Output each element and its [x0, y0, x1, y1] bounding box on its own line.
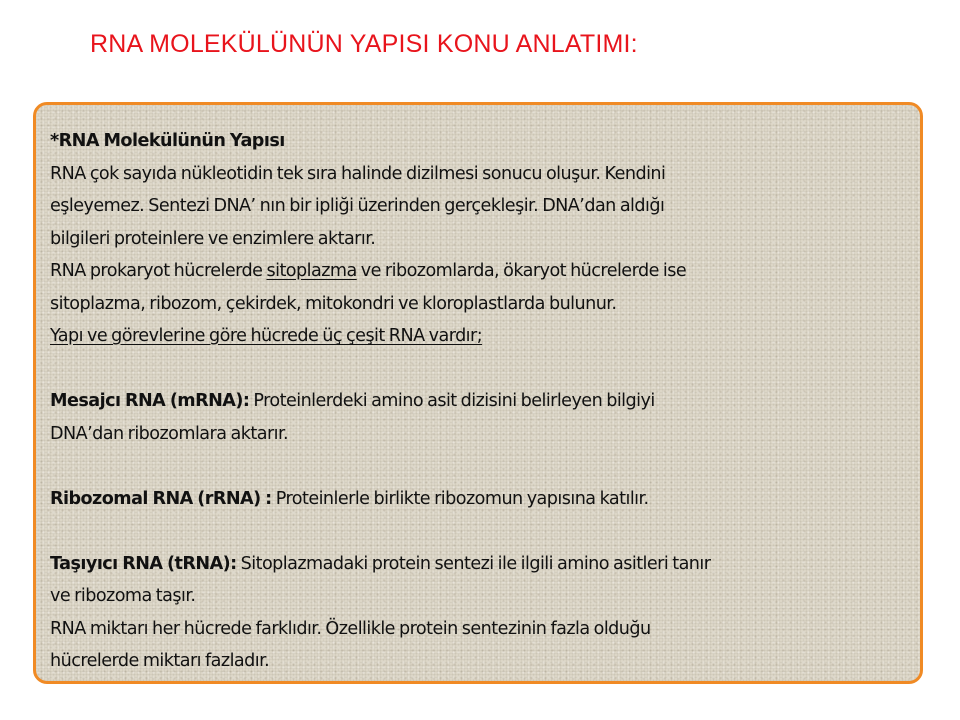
trna-label: Taşıyıcı RNA (tRNA): [50, 553, 237, 574]
mrna-label: Mesajcı RNA (mRNA): [50, 391, 250, 411]
intro-line-2: eşleyemez. Sentezi DNA’ nın bir ipliği üzerinden gerçekleşir. DNA’dan aldığı [50, 196, 665, 216]
location-text-before: RNA prokaryot hücrelerde [50, 261, 267, 281]
location-line-2: sitoplazma, ribozom, çekirdek, mitokondri ve kloroplastlarda bulunur. [50, 293, 617, 314]
rrna-text: Proteinlerle birlikte ribozomun yapısına katılır. [271, 488, 649, 509]
spacer [50, 353, 906, 386]
closing-line-1: RNA miktarı her hücrede farklıdır. Özellikle protein sentezinin fazla olduğu [50, 618, 651, 639]
spacer [50, 450, 906, 483]
section-heading: *RNA Molekülünün Yapısı [50, 131, 285, 151]
location-line-1 [50, 255, 906, 288]
page-title: RNA MOLEKÜLÜNÜN YAPISI KONU ANLATIMI: [90, 30, 638, 58]
mrna-line-2: DNA’dan ribozomlara aktarır. [50, 423, 289, 444]
trna-line-1 [50, 548, 906, 581]
rrna-line [50, 483, 906, 516]
content-box [33, 102, 923, 684]
mrna-text: Proteinlerdeki amino asit dizisini belirleyen bilgiyi [249, 391, 655, 411]
trna-line-2: ve ribozoma taşır. [50, 586, 196, 606]
intro-line-1: RNA çok sayıda nükleotidin tek sıra halinde dizilmesi sonucu oluşur. Kendini [50, 163, 666, 184]
mrna-line-1 [50, 385, 906, 418]
intro-line-3: bilgileri proteinlere ve enzimlere aktarır. [50, 228, 376, 249]
spacer [50, 515, 906, 548]
closing-line-2: hücrelerde miktarı fazladır. [50, 651, 270, 671]
rna-types-intro: Yapı ve görevlerine göre hücrede üç çeşit RNA vardır; [50, 326, 483, 346]
trna-text: Sitoplazmadaki protein sentezi ile ilgili amino asitleri tanır [236, 553, 711, 574]
location-text-after: ve ribozomlarda, ökaryot hücrelerde ise [356, 261, 687, 281]
location-underlined-term: sitoplazma [266, 261, 357, 281]
rrna-label: Ribozomal RNA (rRNA) : [50, 488, 272, 509]
